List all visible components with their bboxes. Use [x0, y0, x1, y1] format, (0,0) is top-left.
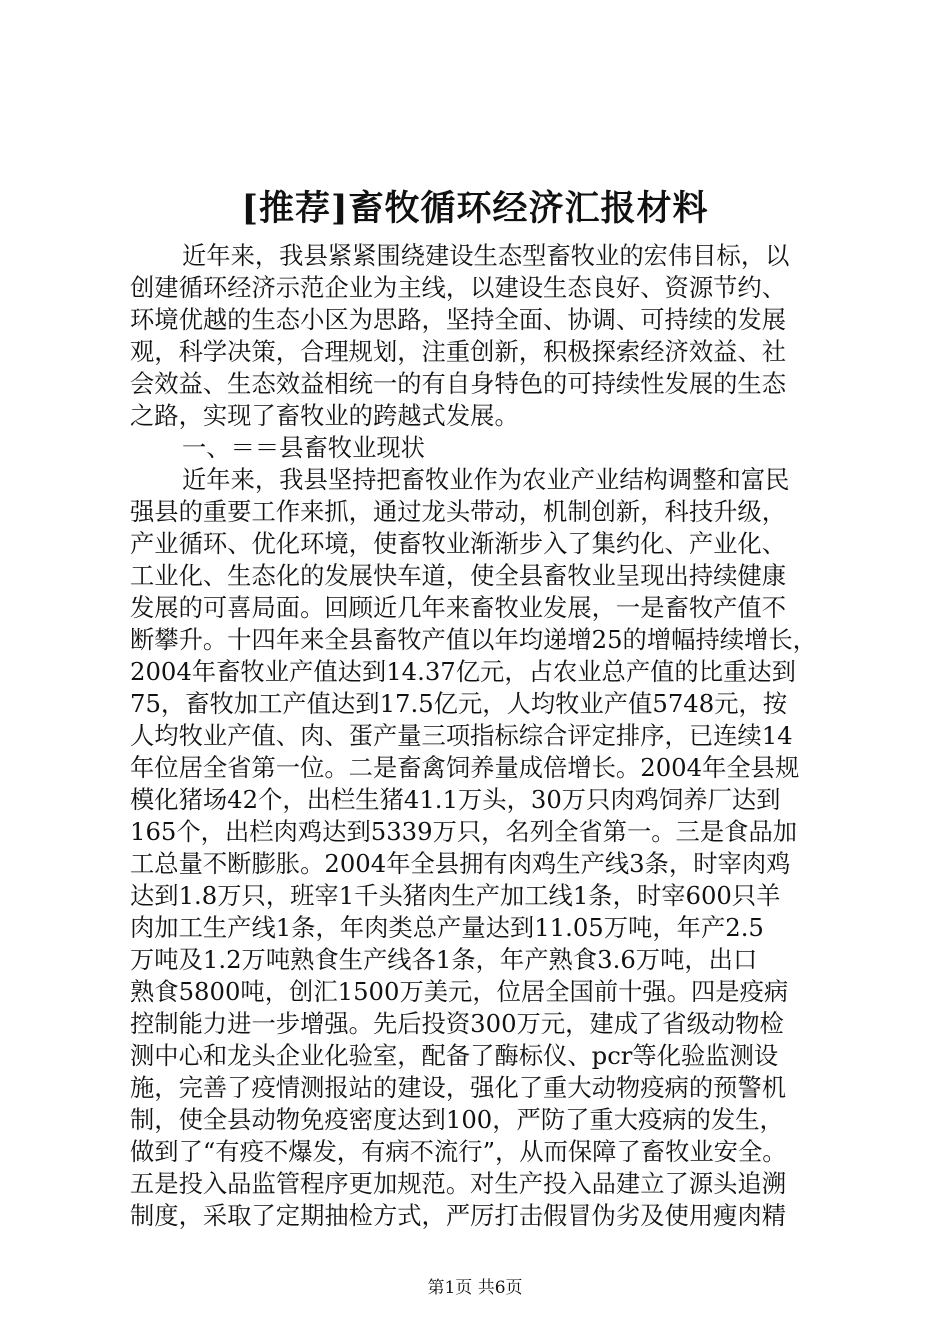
paragraph-line: 强县的重要工作来抓，通过龙头带动，机制创新，科技升级，	[130, 497, 787, 526]
paragraph-line: 工业化、生态化的发展快车道，使全县畜牧业呈现出持续健康	[130, 561, 787, 590]
paragraph-line: 产业循环、优化环境，使畜牧业渐渐步入了集约化、产业化、	[130, 529, 787, 558]
paragraph-line: 75，畜牧加工产值达到17.5亿元，人均牧业产值5748元，按	[130, 689, 788, 718]
paragraph-line: 模化猪场42个，出栏生猪41.1万头，30万只肉鸡饲养厂达到	[130, 785, 781, 814]
paragraph-line: 会效益、生态效益相统一的有自身特色的可持续性发展的生态	[130, 369, 787, 398]
paragraph-line: 发展的可喜局面。回顾近几年来畜牧业发展，一是畜牧产值不	[130, 593, 787, 622]
paragraph-line: 环境优越的生态小区为思路，坚持全面、协调、可持续的发展	[130, 305, 787, 334]
paragraph-line: 肉加工生产线1条，年肉类总产量达到11.05万吨，年产2.5	[130, 913, 764, 942]
paragraph-line: 断攀升。十四年来全县畜牧产值以年均递增25的增幅持续增长，	[130, 625, 817, 654]
paragraph-line: 创建循环经济示范企业为主线，以建设生态良好、资源节约、	[130, 273, 787, 302]
paragraph-line: 工总量不断膨胀。2004年全县拥有肉鸡生产线3条，时宰肉鸡	[130, 849, 791, 878]
paragraph-line: 做到了“有疫不爆发，有病不流行”，从而保障了畜牧业安全。	[130, 1137, 787, 1166]
paragraph-line: 近年来，我县紧紧围绕建设生态型畜牧业的宏伟目标，以	[182, 241, 790, 270]
document-body	[130, 240, 830, 1232]
paragraph-line: 观，科学决策，合理规划，注重创新，积极探索经济效益、社	[130, 337, 787, 366]
paragraph-line: 年位居全省第一位。二是畜禽饲养量成倍增长。2004年全县规	[130, 753, 800, 782]
paragraph-line: 2004年畜牧业产值达到14.37亿元，占农业总产值的比重达到	[130, 657, 796, 686]
paragraph-line: 熟食5800吨，创汇1500万美元，位居全国前十强。四是疫病	[130, 977, 789, 1006]
paragraph-line: 之路，实现了畜牧业的跨越式发展。	[130, 401, 519, 430]
section-heading: 一、＝＝县畜牧业现状	[182, 433, 425, 462]
paragraph-line: 制度，采取了定期抽检方式，严厉打击假冒伪劣及使用瘦肉精	[130, 1201, 787, 1230]
paragraph-line: 测中心和龙头企业化验室，配备了酶标仪、pcr等化验监测设	[130, 1041, 779, 1070]
paragraph-line: 控制能力进一步增强。先后投资300万元，建成了省级动物检	[130, 1009, 784, 1038]
paragraph-line: 制，使全县动物免疫密度达到100，严防了重大疫病的发生，	[130, 1105, 784, 1134]
paragraph-line: 五是投入品监管程序更加规范。对生产投入品建立了源头追溯	[130, 1169, 787, 1198]
paragraph-line: 达到1.8万只，班宰1千头猪肉生产加工线1条，时宰600只羊	[130, 881, 781, 910]
page-number-footer: 第1页 共6页	[427, 1278, 523, 1298]
paragraph-line: 165个，出栏肉鸡达到5339万只，名列全省第一。三是食品加	[130, 817, 798, 846]
paragraph-line: 近年来，我县坚持把畜牧业作为农业产业结构调整和富民	[182, 465, 790, 494]
paragraph-line: 人均牧业产值、肉、蛋产量三项指标综合评定排序，已连续14	[130, 721, 793, 750]
paragraph-line: 施，完善了疫情测报站的建设，强化了重大动物疫病的预警机	[130, 1073, 787, 1102]
paragraph-line: 万吨及1.2万吨熟食生产线各1条，年产熟食3.6万吨，出口	[130, 945, 758, 974]
document-title: [推荐]畜牧循环经济汇报材料	[241, 188, 709, 229]
